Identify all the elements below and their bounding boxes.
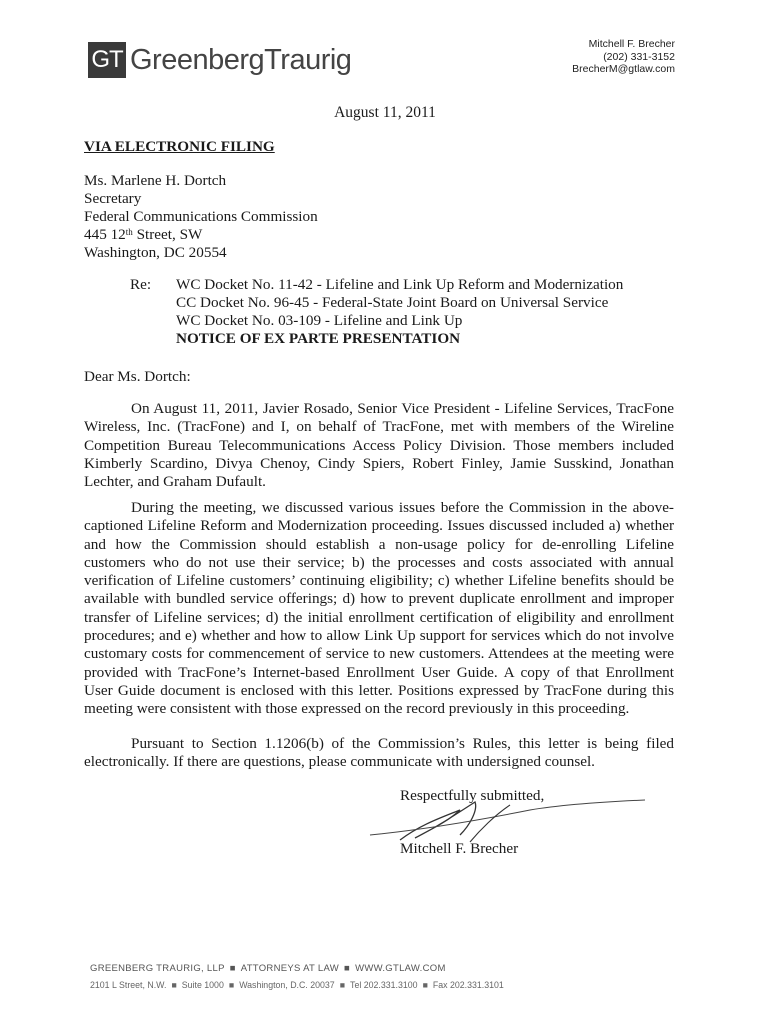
re-label: Re: — [130, 276, 152, 293]
letter-date: August 11, 2011 — [334, 104, 436, 121]
footer-separator: ■ — [171, 980, 177, 990]
re-notice: NOTICE OF EX PARTE PRESENTATION — [176, 330, 461, 347]
footer-tel: Tel 202.331.3100 — [350, 980, 418, 990]
re-line: CC Docket No. 96-45 - Federal-State Joint Board on Universal Service — [176, 294, 609, 311]
recipient-name: Ms. Marlene H. Dortch — [84, 172, 227, 189]
recipient-title: Secretary — [84, 190, 142, 207]
footer-website: WWW.GTLAW.COM — [355, 963, 446, 974]
closing: Respectfully submitted, — [400, 787, 545, 804]
salutation: Dear Ms. Dortch: — [84, 368, 191, 385]
re-line: WC Docket No. 11-42 - Lifeline and Link Up Reform and Modernization — [176, 276, 624, 293]
body-paragraph-1: On August 11, 2011, Javier Rosado, Senior Vice President - Lifeline Services, TracFone Wireless, Inc. (TracFone) and I, on behalf of TracFone, met with members of the Wireline Competition Bureau Telecommunications Access Policy Division. Those members included Kimberly Scardino, Divya Chenoy, Cindy Spiers, Robert Finley, Jamie Susskind, Jonathan Lechter, and Graham Dufault. — [84, 400, 674, 491]
street-rest: Street, SW — [132, 226, 203, 243]
footer-suite: Suite 1000 — [181, 980, 224, 990]
footer-city: Washington, D.C. 20037 — [239, 980, 335, 990]
footer-separator: ■ — [229, 963, 236, 974]
recipient-agency: Federal Communications Commission — [84, 208, 318, 225]
footer-fax: Fax 202.331.3101 — [432, 980, 504, 990]
firm-logo-name: GreenbergTraurig — [130, 44, 352, 76]
re-line: WC Docket No. 03-109 - Lifeline and Link Up — [176, 312, 463, 329]
firm-logo-mark: GT — [88, 42, 126, 78]
body-paragraph-3: Pursuant to Section 1.1206(b) of the Commission’s Rules, this letter is being filed electronically. If there are questions, please communicate with undersigned counsel. — [84, 735, 674, 771]
street-suffix: th — [125, 227, 133, 237]
recipient-city: Washington, DC 20554 — [84, 244, 227, 261]
footer-separator: ■ — [339, 980, 346, 990]
footer-firm-line — [90, 963, 446, 974]
recipient-address — [84, 172, 318, 262]
footer-separator: ■ — [344, 963, 351, 974]
street-number: 445 12 — [84, 226, 126, 243]
sender-contact-block — [572, 38, 675, 76]
sender-email: BrecherM@gtlaw.com — [572, 63, 675, 75]
footer-address-line — [90, 980, 504, 990]
filing-method: VIA ELECTRONIC FILING — [84, 138, 275, 155]
signer-name: Mitchell F. Brecher — [400, 840, 519, 857]
sender-phone: (202) 331-3152 — [603, 50, 675, 63]
body-paragraph-2: During the meeting, we discussed various issues before the Commission in the above-captioned Lifeline Reform and Modernization proceeding. Issues discussed included a) whether and how the Commission should establish a non-usage policy for de-enrolling Lifeline customers who do not use their service; b) the processes and costs associated with annual verification of Lifeline customers’ continuing eligibility; c) whether Lifeline benefits should be available with bundled service offerings; d) how to prevent duplicate enrollment and improper transfer of Lifeline services; d) the initial enrollment certification of eligibility and enrollment procedures; and e) whether and how to allow Link Up support for services which do not involve customary costs for commencement of service to new customers. Attendees at the meeting were provided with TracFone’s Internet-based Enrollment User Guide. A copy of that Enrollment User Guide document is enclosed with this letter. Positions expressed by TracFone during this meeting were consistent with those expressed on the record previously in this proceeding. — [84, 499, 674, 718]
footer-practice: ATTORNEYS AT LAW — [240, 963, 340, 974]
footer-separator: ■ — [228, 980, 235, 990]
footer-firm: GREENBERG TRAURIG, LLP — [90, 963, 225, 974]
sender-name: Mitchell F. Brecher — [588, 38, 675, 50]
re-subject-block — [176, 276, 623, 348]
footer-separator: ■ — [422, 980, 428, 990]
recipient-street — [84, 226, 318, 244]
footer-street: 2101 L Street, N.W. — [90, 980, 167, 990]
